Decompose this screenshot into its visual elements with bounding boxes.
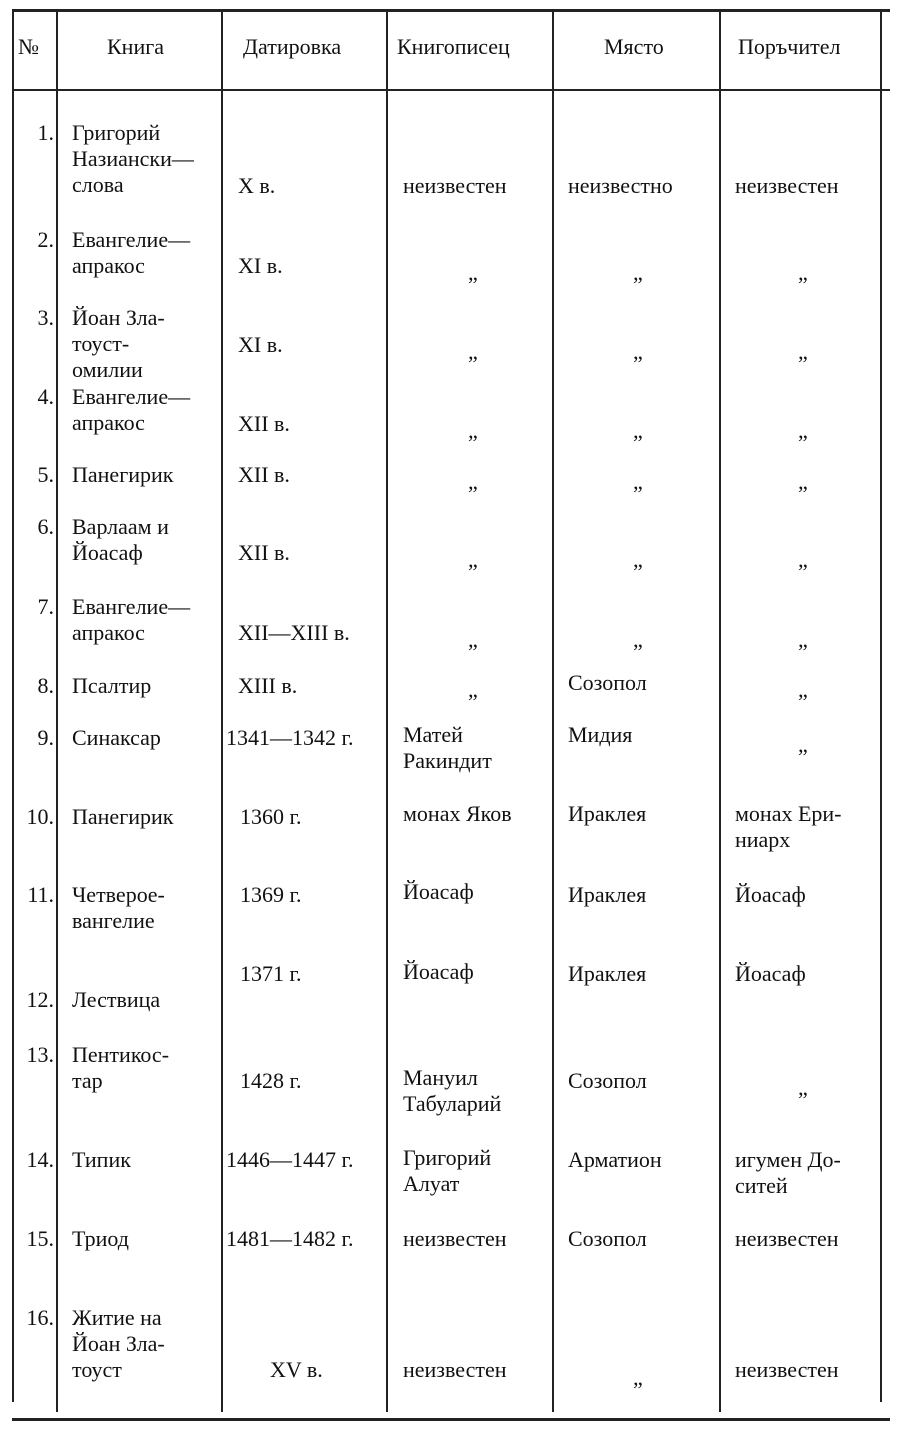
patron-ditto-mark: „	[798, 260, 808, 285]
patron-ditto-mark: „	[798, 469, 808, 494]
scribe-ditto-mark: „	[468, 627, 478, 652]
place: Созопол	[568, 1226, 647, 1251]
book-title: Евангелие— апракос	[72, 227, 191, 278]
row-number: 3.	[37, 305, 54, 330]
patron: монах Ери- ниарх	[735, 801, 842, 852]
book-title: Типик	[72, 1147, 131, 1172]
book-title: Псалтир	[72, 673, 152, 698]
column-divider	[221, 12, 223, 1412]
place-ditto-mark: „	[633, 547, 643, 572]
row-number: 2.	[37, 227, 54, 252]
dating: XII—XIII в.	[238, 620, 350, 645]
dating: 1369 г.	[240, 882, 302, 907]
row-number: 12.	[26, 987, 54, 1012]
scribe: неизвестен	[403, 173, 507, 198]
column-divider	[56, 12, 58, 1412]
scribe-ditto-mark: „	[468, 418, 478, 443]
column-divider	[12, 12, 14, 1402]
book-title: Варлаам и Йоасаф	[72, 514, 169, 565]
patron-ditto-mark: „	[798, 339, 808, 364]
dating: XI в.	[238, 253, 283, 278]
book-title: Йоан Зла- тоуст- омилии	[72, 305, 165, 382]
header-book: Книга	[107, 34, 165, 59]
book-title: Четвероe- вангелие	[72, 882, 165, 933]
patron: Йоасаф	[735, 882, 806, 907]
book-title: Пентикос- тар	[72, 1042, 170, 1093]
header-scribe: Книгописец	[397, 34, 510, 59]
dating: X в.	[238, 173, 276, 198]
patron: неизвестен	[735, 1357, 839, 1382]
patron: неизвестен	[735, 1226, 839, 1251]
row-number: 4.	[37, 384, 54, 409]
book-title: Евангелие— апракос	[72, 594, 191, 645]
place-ditto-mark: „	[633, 469, 643, 494]
patron-ditto-mark: „	[798, 547, 808, 572]
patron-ditto-mark: „	[798, 627, 808, 652]
book-title: Григорий Назиански— слова	[72, 120, 194, 197]
place-ditto-mark: „	[633, 418, 643, 443]
book-title: Панегирик	[72, 462, 174, 487]
scribe: неизвестен	[403, 1226, 507, 1251]
dating: XI в.	[238, 332, 283, 357]
row-number: 14.	[26, 1147, 54, 1172]
place-ditto-mark: „	[633, 339, 643, 364]
row-number: 16.	[26, 1305, 54, 1330]
dating: 1446—1447 г.	[226, 1147, 354, 1172]
place: Арматион	[568, 1147, 662, 1172]
header-rule	[12, 89, 890, 91]
place-ditto-mark: „	[633, 260, 643, 285]
scribe-ditto-mark: „	[468, 547, 478, 572]
dating: XIII в.	[238, 673, 298, 698]
patron-ditto-mark: „	[798, 732, 808, 757]
dating: 1360 г.	[240, 804, 302, 829]
scribe: Мануил Табуларий	[403, 1065, 502, 1116]
header-dating: Датировка	[243, 34, 342, 59]
scribe-ditto-mark: „	[468, 260, 478, 285]
scribe: Матей Ракиндит	[403, 722, 492, 773]
row-number: 7.	[37, 594, 54, 619]
place: Ираклея	[568, 961, 647, 986]
row-number: 9.	[37, 725, 54, 750]
column-divider	[719, 12, 721, 1412]
column-divider	[552, 12, 554, 1412]
dating: XII в.	[238, 411, 290, 436]
scribe-ditto-mark: „	[468, 677, 478, 702]
book-title: Евангелие— апракос	[72, 384, 191, 435]
row-number: 5.	[37, 462, 54, 487]
dating: 1341—1342 г.	[226, 725, 354, 750]
patron-ditto-mark: „	[798, 1075, 808, 1100]
place-ditto-mark: „	[633, 1365, 643, 1390]
dating: 1481—1482 г.	[226, 1226, 354, 1251]
patron: игумен До- ситей	[735, 1147, 841, 1198]
dating: 1371 г.	[240, 961, 302, 986]
book-title: Лествица	[72, 987, 161, 1012]
patron: неизвестен	[735, 173, 839, 198]
scribe-ditto-mark: „	[468, 339, 478, 364]
header-patron: Поръчител	[738, 34, 841, 59]
row-number: 13.	[26, 1042, 54, 1067]
bottom-rule	[12, 1418, 890, 1421]
scribe: Йоасаф	[403, 879, 474, 904]
header-number: №	[18, 34, 39, 59]
row-number: 15.	[26, 1226, 54, 1251]
scribe: Григорий Алуат	[403, 1145, 492, 1196]
scribe: монах Яков	[403, 801, 512, 826]
dating: XII в.	[238, 462, 290, 487]
row-number: 11.	[27, 882, 54, 907]
place: Созопол	[568, 670, 647, 695]
column-divider	[880, 12, 882, 1402]
dating: XV в.	[270, 1357, 323, 1382]
patron-ditto-mark: „	[798, 677, 808, 702]
scribe-ditto-mark: „	[468, 469, 478, 494]
scribe: Йоасаф	[403, 959, 474, 984]
row-number: 10.	[26, 804, 54, 829]
row-number: 1.	[37, 120, 54, 145]
book-title: Синаксар	[72, 725, 161, 750]
dating: XII в.	[238, 540, 290, 565]
patron: Йоасаф	[735, 961, 806, 986]
place: неизвестно	[568, 173, 673, 198]
patron-ditto-mark: „	[798, 418, 808, 443]
place: Ираклея	[568, 882, 647, 907]
place: Мидия	[568, 722, 633, 747]
book-title: Панегирик	[72, 804, 174, 829]
row-number: 8.	[37, 673, 54, 698]
book-title: Житие на Йоан Зла- тоуст	[72, 1305, 165, 1382]
header-place: Място	[604, 34, 664, 59]
place-ditto-mark: „	[633, 627, 643, 652]
book-title: Триод	[72, 1226, 129, 1251]
place: Ираклея	[568, 801, 647, 826]
row-number: 6.	[37, 514, 54, 539]
top-rule	[12, 9, 890, 12]
dating: 1428 г.	[240, 1068, 302, 1093]
place: Созопол	[568, 1068, 647, 1093]
column-divider	[386, 12, 388, 1412]
scribe: неизвестен	[403, 1357, 507, 1382]
